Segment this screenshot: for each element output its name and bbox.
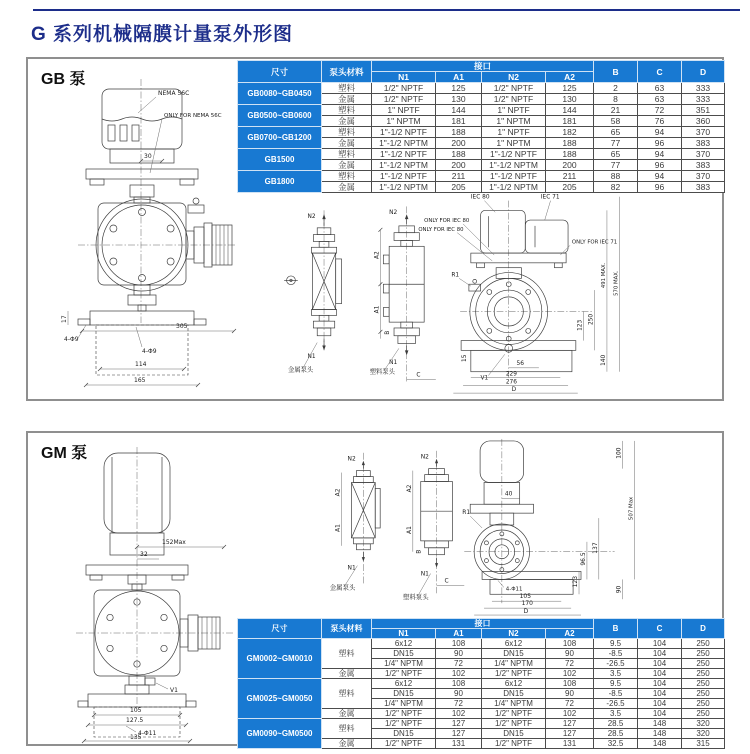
cell: 90 — [436, 689, 482, 699]
cell: 金属 — [322, 669, 372, 679]
r1-label: R1 — [462, 509, 471, 517]
gb-motor — [102, 89, 182, 163]
dim-229: 229 — [505, 371, 517, 378]
header-b: B — [594, 61, 638, 83]
cell: 塑料 — [322, 639, 372, 669]
cell: 72 — [638, 105, 682, 116]
cell: 211 — [436, 171, 482, 182]
header-c: C — [638, 61, 682, 83]
cell: 148 — [638, 729, 682, 739]
gb-main-side-view — [460, 201, 593, 378]
cell: 76 — [638, 116, 682, 127]
dim-305: 305 — [176, 323, 188, 330]
cell: 333 — [682, 94, 725, 105]
cell: 6x12 — [372, 679, 436, 689]
cell: 1" NPTF — [372, 105, 436, 116]
cell: 315 — [682, 739, 725, 749]
cell: 370 — [682, 127, 725, 138]
dim-a2: A2 — [334, 488, 342, 497]
dim-56: 56 — [516, 360, 524, 367]
header-material: 泵头材料 — [322, 61, 372, 83]
table-row — [238, 149, 725, 160]
cell: 金属 — [322, 116, 372, 127]
header-a1: A1 — [436, 72, 482, 83]
n1-label: N1 — [307, 354, 316, 361]
dim-127-5: 127.5 — [126, 717, 144, 724]
cell: 1" NPTM — [372, 116, 436, 127]
dim-507max: 507 Max — [628, 496, 635, 521]
cell: 320 — [682, 719, 725, 729]
v1-label: V1 — [170, 687, 178, 694]
dim-123: 123 — [577, 319, 584, 331]
table-row — [238, 105, 725, 116]
cell: 250 — [682, 709, 725, 719]
cell: 72 — [546, 659, 594, 669]
cell: -8.5 — [594, 689, 638, 699]
cell: 102 — [436, 709, 482, 719]
cell: 130 — [546, 94, 594, 105]
gb-side-view-drawing — [280, 187, 720, 397]
page-title: G 系列机械隔膜计量泵外形图 — [31, 24, 294, 45]
cell: 金属 — [322, 94, 372, 105]
cell: 104 — [638, 679, 682, 689]
cell: 1/2" NPTF — [372, 83, 436, 94]
cell: 108 — [546, 679, 594, 689]
cell: 104 — [638, 689, 682, 699]
cell: 131 — [436, 739, 482, 749]
gm-main-side-view — [464, 439, 614, 603]
cell: 1"-1/2 NPTM — [372, 138, 436, 149]
header-c: C — [638, 619, 682, 639]
n1-label: N1 — [389, 359, 398, 366]
cell: 360 — [682, 116, 725, 127]
cell: 188 — [546, 149, 594, 160]
dim-a1: A1 — [405, 526, 413, 534]
dim-4phi11: 4-Φ11 — [505, 586, 523, 593]
gb-front-view-drawing — [38, 73, 253, 399]
cell: -26.5 — [594, 659, 638, 669]
cell: 6x12 — [372, 639, 436, 649]
dim-570max: 570 MAX. — [613, 270, 620, 296]
cell: 131 — [546, 739, 594, 749]
cell: DN15 — [372, 649, 436, 659]
cell: DN15 — [482, 729, 546, 739]
gm-panel — [26, 431, 724, 746]
header-b: B — [594, 619, 638, 639]
dim-165: 165 — [134, 377, 146, 384]
cell: 28.5 — [594, 729, 638, 739]
cell: 塑料 — [322, 171, 372, 182]
cell: 1/2" NPTF — [372, 739, 436, 749]
cell: 130 — [436, 94, 482, 105]
only-iec71-label: ONLY FOR IEC 71 — [571, 239, 618, 246]
cell: 127 — [546, 719, 594, 729]
cell: 104 — [638, 649, 682, 659]
cell: 94 — [638, 171, 682, 182]
dim-32: 32 — [140, 551, 148, 558]
header-n1: N1 — [372, 72, 436, 83]
cell: 1" NPTM — [482, 116, 546, 127]
cell: 1"-1/2 NPTF — [482, 149, 546, 160]
n2-label: N2 — [389, 210, 398, 217]
gb-panel-title: GB 泵 — [41, 71, 86, 88]
cell: 144 — [436, 105, 482, 116]
cell: 1"-1/2 NPTM — [372, 182, 436, 193]
dim-4phi11: 4-Φ11 — [138, 730, 157, 737]
dim-4phi9b: 4-Φ9 — [142, 348, 157, 355]
cell: DN15 — [482, 689, 546, 699]
n2-label: N2 — [307, 214, 316, 221]
metal-head-label: 金属泵头 — [329, 583, 356, 592]
gm-dimension-table — [237, 618, 725, 749]
gm-plastic-head-view — [403, 451, 464, 601]
dim-d: D — [523, 608, 529, 616]
header-material: 泵头材料 — [322, 619, 372, 639]
cell: 96 — [638, 182, 682, 193]
cell: 塑料 — [322, 719, 372, 739]
table-row — [238, 719, 725, 729]
header-d: D — [682, 61, 725, 83]
cell: 181 — [546, 116, 594, 127]
cell: 21 — [594, 105, 638, 116]
table-row — [238, 171, 725, 182]
cell: 1"-1/2 NPTF — [482, 171, 546, 182]
cell: 96 — [638, 160, 682, 171]
cell: 65 — [594, 127, 638, 138]
cell: 1/2" NPTF — [482, 739, 546, 749]
gb-panel — [26, 57, 724, 401]
cell: 9.5 — [594, 679, 638, 689]
cell: 6x12 — [482, 679, 546, 689]
cell: 102 — [436, 669, 482, 679]
cell: 127 — [546, 729, 594, 739]
cell: DN15 — [372, 689, 436, 699]
cell: 148 — [638, 719, 682, 729]
cell: 72 — [546, 699, 594, 709]
gb-dimension-table — [237, 60, 725, 193]
cell: 塑料 — [322, 83, 372, 94]
n1-label: N1 — [420, 570, 429, 578]
dim-c: C — [444, 577, 449, 585]
cell: 1/2" NPTF — [482, 709, 546, 719]
cell: 28.5 — [594, 719, 638, 729]
cell: 351 — [682, 105, 725, 116]
table-header-row — [238, 61, 725, 72]
cell: 188 — [436, 149, 482, 160]
metal-head-label: 金属泵头 — [288, 366, 314, 374]
gm-pump-head — [76, 575, 234, 676]
cell: 1/4" NPTM — [482, 699, 546, 709]
gb-metal-head-view — [284, 210, 341, 373]
cell: 108 — [436, 639, 482, 649]
header-port: 接口 — [372, 61, 594, 72]
cell: 211 — [546, 171, 594, 182]
dim-491max: 491 MAX. — [601, 262, 607, 289]
cell: DN15 — [482, 649, 546, 659]
cell: 1/2" NPTF — [482, 719, 546, 729]
cell: 250 — [682, 699, 725, 709]
cell: 188 — [436, 127, 482, 138]
cell: GB1800 — [238, 171, 322, 193]
cell: 63 — [638, 94, 682, 105]
v1-label: V1 — [480, 375, 489, 382]
cell: 250 — [682, 679, 725, 689]
dim-123: 123 — [572, 576, 580, 588]
cell: 205 — [436, 182, 482, 193]
cell: 63 — [638, 83, 682, 94]
cell: 金属 — [322, 160, 372, 171]
cell: 108 — [546, 639, 594, 649]
cell: 383 — [682, 182, 725, 193]
n1-label: N1 — [347, 564, 356, 572]
cell: 1"-1/2 NPTF — [372, 149, 436, 160]
cell: GM0025~GM0050 — [238, 679, 322, 719]
cell: 200 — [436, 138, 482, 149]
cell: GB0500~GB0600 — [238, 105, 322, 127]
n2-label: N2 — [420, 453, 429, 461]
cell: 200 — [436, 160, 482, 171]
cell: 333 — [682, 83, 725, 94]
cell: 320 — [682, 729, 725, 739]
dim-d: D — [511, 387, 517, 394]
cell: 1/2" NPTF — [372, 709, 436, 719]
dim-a1: A1 — [374, 305, 381, 314]
cell: 205 — [546, 182, 594, 193]
header-size: 尺寸 — [238, 61, 322, 83]
dim-90: 90 — [615, 585, 623, 594]
cell: 金属 — [322, 138, 372, 149]
table-row — [238, 127, 725, 138]
iec71-label: IEC 71 — [540, 194, 560, 201]
r1-label: R1 — [451, 272, 460, 279]
cell: 塑料 — [322, 149, 372, 160]
cell: 1/2" NPTF — [482, 94, 546, 105]
dim-a1: A1 — [334, 524, 342, 532]
cell: 250 — [682, 659, 725, 669]
cell: 82 — [594, 182, 638, 193]
cell: 8 — [594, 94, 638, 105]
cell: 1/2" NPTF — [372, 94, 436, 105]
cell: GM0002~GM0010 — [238, 639, 322, 679]
cell: 94 — [638, 149, 682, 160]
top-rule — [33, 9, 740, 11]
dim-114: 114 — [135, 361, 147, 368]
gm-bottom-fitting — [125, 676, 155, 694]
cell: 1/2" NPTF — [372, 719, 436, 729]
gm-panel-title: GM 泵 — [41, 445, 88, 462]
cell: 3.5 — [594, 709, 638, 719]
gb-bottom-fitting — [128, 285, 156, 311]
cell: 1/4" NPTM — [372, 699, 436, 709]
cell: 104 — [638, 659, 682, 669]
header-a2: A2 — [546, 629, 594, 639]
plastic-head-label: 塑料泵头 — [402, 593, 429, 602]
gb-flange — [86, 169, 198, 185]
cell: 1" NPTM — [482, 138, 546, 149]
cell: 200 — [546, 160, 594, 171]
header-a2: A2 — [546, 72, 594, 83]
cell: 塑料 — [322, 105, 372, 116]
gm-metal-head-view — [330, 453, 380, 592]
only-nema-label: ONLY FOR NEMA 56C — [164, 113, 222, 119]
nema-label: NEMA 56C — [158, 90, 190, 97]
cell: 1" NPTF — [482, 127, 546, 138]
only-iec80-label-1: ONLY FOR IEC 80 — [424, 218, 470, 224]
cell: 127 — [436, 729, 482, 739]
table-row — [238, 679, 725, 689]
cell: 2 — [594, 83, 638, 94]
dim-170: 170 — [521, 600, 533, 608]
cell: 72 — [436, 699, 482, 709]
cell: 金属 — [322, 709, 372, 719]
cell: 148 — [638, 739, 682, 749]
cell: -8.5 — [594, 649, 638, 659]
cell: 104 — [638, 669, 682, 679]
cell: 1" NPTF — [482, 105, 546, 116]
header-d: D — [682, 619, 725, 639]
cell: 1/4" NPTM — [372, 659, 436, 669]
dim-137: 137 — [591, 542, 599, 554]
cell: 塑料 — [322, 679, 372, 709]
header-n1: N1 — [372, 629, 436, 639]
dim-96-5: 96.5 — [579, 552, 587, 566]
cell: 96 — [638, 138, 682, 149]
cell: 3.5 — [594, 669, 638, 679]
cell: 104 — [638, 699, 682, 709]
cell: 383 — [682, 138, 725, 149]
cell: 383 — [682, 160, 725, 171]
cell: 1/2" NPTF — [372, 669, 436, 679]
cell: 250 — [682, 689, 725, 699]
dim-30: 30 — [144, 153, 152, 160]
cell: 181 — [436, 116, 482, 127]
table-row — [238, 639, 725, 649]
cell: 1"-1/2 NPTM — [372, 160, 436, 171]
gm-side-view-drawing — [324, 435, 654, 619]
dim-276: 276 — [505, 379, 517, 386]
cell: 1"-1/2 NPTF — [372, 171, 436, 182]
cell: 77 — [594, 138, 638, 149]
table-row — [238, 83, 725, 94]
cell: 72 — [436, 659, 482, 669]
cell: 104 — [638, 709, 682, 719]
cell: -26.5 — [594, 699, 638, 709]
cell: 77 — [594, 160, 638, 171]
dim-b: B — [385, 330, 392, 335]
cell: 125 — [546, 83, 594, 94]
cell: 88 — [594, 171, 638, 182]
header-size: 尺寸 — [238, 619, 322, 639]
cell: 金属 — [322, 182, 372, 193]
dim-b: B — [415, 549, 423, 554]
dim-250: 250 — [588, 313, 595, 326]
cell: 250 — [682, 669, 725, 679]
cell: GB0700~GB1200 — [238, 127, 322, 149]
dim-a2: A2 — [405, 484, 413, 493]
dim-152max: 152Max — [162, 539, 186, 546]
cell: 32.5 — [594, 739, 638, 749]
dim-105: 105 — [130, 707, 142, 714]
cell: 370 — [682, 149, 725, 160]
cell: 250 — [682, 649, 725, 659]
cell: 58 — [594, 116, 638, 127]
cell: 90 — [546, 689, 594, 699]
cell: 250 — [682, 639, 725, 649]
cell: 1"-1/2 NPTF — [372, 127, 436, 138]
dim-15: 15 — [461, 354, 468, 362]
header-a1: A1 — [436, 629, 482, 639]
dim-4phi9: 4-Φ9 — [64, 336, 79, 343]
cell: DN15 — [372, 729, 436, 739]
cell: 108 — [436, 679, 482, 689]
dim-a2: A2 — [374, 251, 381, 259]
plastic-head-label: 塑料泵头 — [369, 368, 395, 376]
cell: GB1500 — [238, 149, 322, 171]
cell: 102 — [546, 669, 594, 679]
cell: 188 — [546, 138, 594, 149]
dim-17: 17 — [61, 315, 68, 323]
cell: 94 — [638, 127, 682, 138]
cell: 104 — [638, 639, 682, 649]
cell: 塑料 — [322, 127, 372, 138]
cell: 65 — [594, 149, 638, 160]
cell: 127 — [436, 719, 482, 729]
n2-label: N2 — [347, 455, 356, 463]
cell: 1"-1/2 NPTM — [482, 182, 546, 193]
cell: 金属 — [322, 739, 372, 749]
cell: 1"-1/2 NPTM — [482, 160, 546, 171]
cell: 1/2" NPTF — [482, 83, 546, 94]
cell: GM0090~GM0500 — [238, 719, 322, 749]
cell: 1/2" NPTF — [482, 669, 546, 679]
cell: 90 — [546, 649, 594, 659]
cell: 90 — [436, 649, 482, 659]
cell: 102 — [546, 709, 594, 719]
only-iec80-label-2: ONLY FOR IEC 80 — [418, 226, 464, 233]
cell: 182 — [546, 127, 594, 138]
cell: 6x12 — [482, 639, 546, 649]
cell: 1/4" NPTM — [482, 659, 546, 669]
dim-40: 40 — [504, 490, 513, 498]
header-n2: N2 — [482, 629, 546, 639]
gm-front-view-drawing — [42, 443, 240, 743]
header-port: 接口 — [372, 619, 594, 629]
table-header-row — [238, 619, 725, 629]
header-n2: N2 — [482, 72, 546, 83]
cell: GB0080~GB0450 — [238, 83, 322, 105]
dim-100: 100 — [615, 447, 623, 459]
iec80-label: IEC 80 — [470, 194, 490, 201]
cell: 9.5 — [594, 639, 638, 649]
dim-105: 105 — [519, 593, 531, 601]
cell: 370 — [682, 171, 725, 182]
dim-135: 135 — [130, 734, 142, 741]
dim-140: 140 — [601, 354, 607, 366]
cell: 144 — [546, 105, 594, 116]
cell: 125 — [436, 83, 482, 94]
dim-c: C — [416, 372, 421, 379]
